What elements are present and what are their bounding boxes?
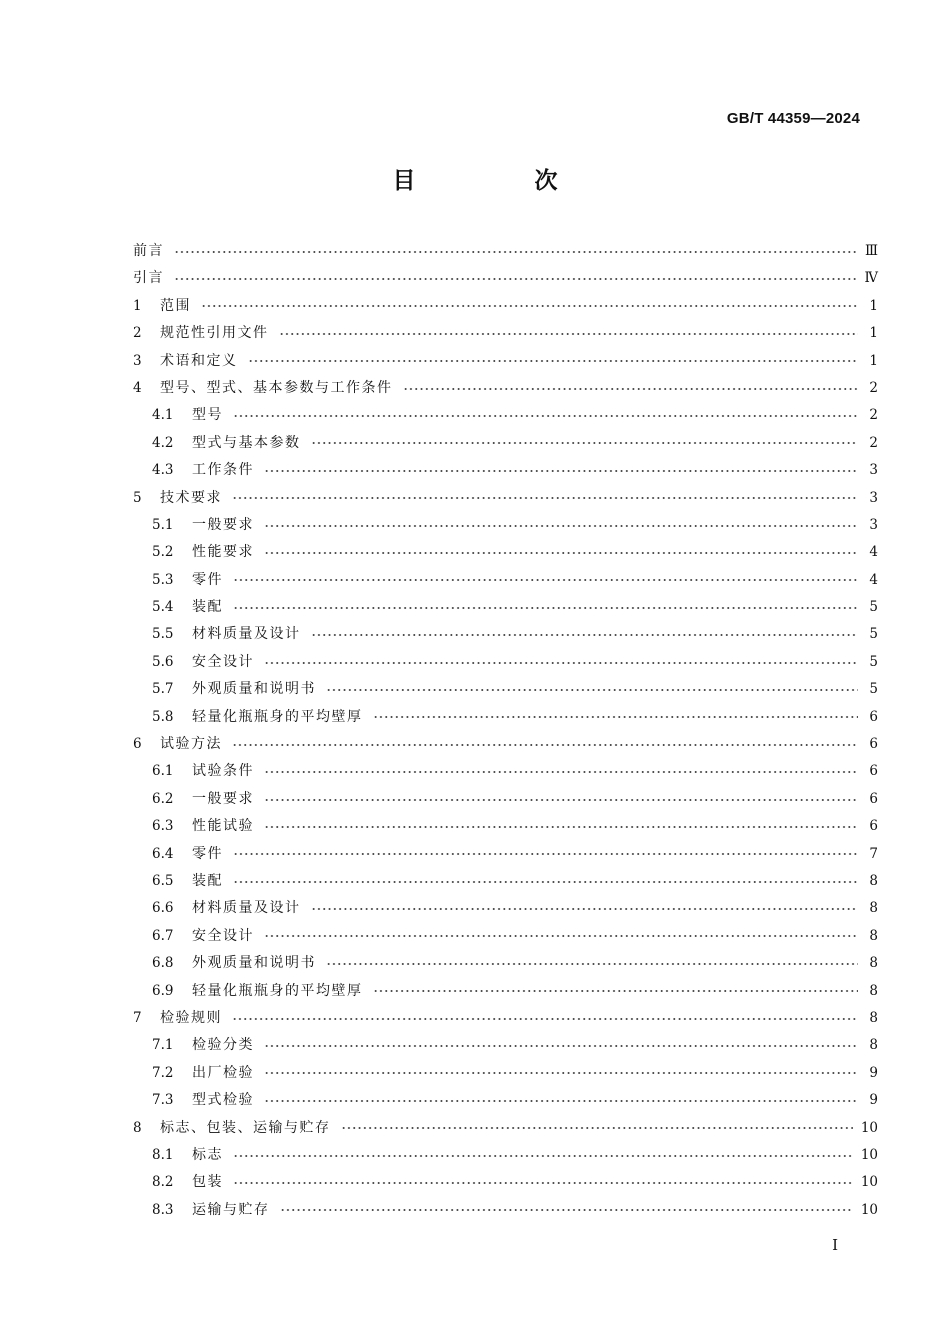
toc-entry[interactable] (133, 594, 878, 621)
toc-entry[interactable] (133, 375, 878, 402)
toc-entry-title: 运输与贮存 (192, 1201, 270, 1218)
toc-dot-leader (201, 299, 858, 313)
toc-entry-number: 8.2 (152, 1174, 174, 1191)
toc-entry-title: 安全设计 (192, 927, 254, 944)
toc-dot-leader (264, 519, 858, 533)
toc-entry-number: 6.3 (152, 818, 174, 835)
toc-dot-leader (264, 793, 858, 807)
toc-dot-leader (311, 436, 859, 450)
toc-entry[interactable] (133, 320, 878, 347)
toc-entry-number: 7.1 (152, 1037, 174, 1054)
toc-dot-leader (264, 1066, 858, 1080)
toc-entry[interactable] (133, 786, 878, 813)
toc-entry-page: 10 (860, 1201, 878, 1218)
toc-entry-title: 范围 (160, 297, 191, 314)
footer-page-number: Ⅰ (832, 1236, 838, 1254)
toc-dot-leader (232, 738, 858, 752)
toc-dot-leader (264, 765, 858, 779)
toc-entry-number: 8 (133, 1119, 142, 1136)
toc-entry-title: 轻量化瓶瓶身的平均壁厚 (192, 982, 363, 999)
toc-entry[interactable] (133, 457, 878, 484)
toc-entry-page: 2 (869, 379, 878, 396)
toc-entry-page: 5 (869, 653, 878, 670)
toc-dot-leader (264, 1094, 858, 1108)
toc-entry[interactable] (133, 1115, 878, 1142)
toc-dot-leader (248, 354, 859, 368)
toc-entry-title: 试验条件 (192, 763, 254, 780)
toc-entry-page: 3 (869, 489, 878, 506)
toc-entry-page: 6 (869, 818, 878, 835)
toc-dot-leader (233, 847, 858, 861)
toc-entry-title: 装配 (192, 599, 223, 616)
toc-entry[interactable] (133, 758, 878, 785)
toc-entry-number: 3 (133, 352, 142, 369)
toc-entry-title: 规范性引用文件 (160, 325, 269, 342)
toc-entry-number: 7.2 (152, 1064, 174, 1081)
toc-entry-title: 检验分类 (192, 1037, 254, 1054)
toc-entry-number: 8.1 (152, 1146, 174, 1163)
toc-entry-page: 8 (869, 982, 878, 999)
toc-entry[interactable] (133, 265, 878, 292)
toc-entry[interactable] (133, 485, 878, 512)
toc-entry-number: 6.5 (152, 872, 174, 889)
toc-entry-page: 8 (869, 955, 878, 972)
toc-dot-leader (311, 628, 859, 642)
toc-entry-page: 8 (869, 1037, 878, 1054)
toc-dot-leader (232, 1012, 858, 1026)
toc-entry-number: 5.3 (152, 571, 174, 588)
standard-code: GB/T 44359—2024 (726, 110, 860, 127)
toc-dot-leader (264, 546, 858, 560)
toc-entry-page: 4 (869, 544, 878, 561)
toc-entry-page: 3 (869, 462, 878, 479)
toc-dot-leader (373, 984, 859, 998)
toc-entry-page: 8 (869, 872, 878, 889)
toc-dot-leader (233, 573, 858, 587)
toc-dot-leader (326, 683, 858, 697)
toc-entry-title: 检验规则 (160, 1009, 222, 1026)
toc-entry[interactable] (133, 813, 878, 840)
toc-entry-number: 8.3 (152, 1201, 174, 1218)
toc-entry-title: 装配 (192, 872, 223, 889)
toc-entry-number: 5.7 (152, 681, 174, 698)
toc-dot-leader (233, 1149, 853, 1163)
toc-entry-title: 型号、型式、基本参数与工作条件 (160, 379, 393, 396)
toc-entry[interactable] (133, 1087, 878, 1114)
toc-dot-leader (280, 1203, 853, 1217)
toc-dot-leader (311, 902, 859, 916)
toc-entry-number: 5.5 (152, 626, 174, 643)
toc-dot-leader (233, 875, 858, 889)
toc-entry-title: 一般要求 (192, 790, 254, 807)
toc-entry-page: 8 (869, 900, 878, 917)
toc-dot-leader (264, 929, 858, 943)
toc-entry-title: 标志、包装、运输与贮存 (160, 1119, 331, 1136)
toc-entry-page: 10 (860, 1174, 878, 1191)
toc-entry-page: 4 (869, 571, 878, 588)
toc-entry[interactable] (133, 402, 878, 429)
toc-entry[interactable] (133, 348, 878, 375)
toc-dot-leader (174, 272, 857, 286)
toc-dot-leader (279, 327, 859, 341)
toc-entry-title: 轻量化瓶瓶身的平均壁厚 (192, 708, 363, 725)
toc-entry-page: 9 (869, 1064, 878, 1081)
toc-dot-leader (264, 1039, 858, 1053)
toc-entry-number: 5.4 (152, 599, 174, 616)
toc-entry-number: 6.7 (152, 927, 174, 944)
page-title: 目 次 (392, 168, 606, 194)
toc-dot-leader (264, 820, 858, 834)
toc-entry-title: 外观质量和说明书 (192, 955, 316, 972)
toc-entry-title: 前言 (133, 243, 164, 259)
toc-entry[interactable] (133, 731, 878, 758)
toc-entry[interactable] (133, 649, 878, 676)
toc-entry-page: 9 (869, 1092, 878, 1109)
toc-entry-title: 标志 (192, 1146, 223, 1163)
toc-entry-number: 4 (133, 379, 142, 396)
toc-entry-title: 型式检验 (192, 1092, 254, 1109)
toc-dot-leader (264, 464, 858, 478)
toc-entry-title: 零件 (192, 845, 223, 862)
toc-entry-title: 术语和定义 (160, 352, 238, 369)
toc-entry-title: 性能试验 (192, 818, 254, 835)
toc-dot-leader (233, 409, 858, 423)
toc-entry[interactable] (133, 1032, 878, 1059)
toc-entry-page: 6 (869, 790, 878, 807)
toc-entry[interactable] (133, 430, 878, 457)
toc-entry-page: 5 (869, 681, 878, 698)
toc-entry[interactable] (133, 567, 878, 594)
toc-entry-page: 6 (869, 708, 878, 725)
toc-entry[interactable] (133, 868, 878, 895)
toc-entry-number: 6.9 (152, 982, 174, 999)
toc-entry-page: Ⅳ (864, 270, 878, 287)
toc-entry-number: 6.8 (152, 955, 174, 972)
toc-entry-page: 2 (869, 407, 878, 424)
toc-dot-leader (373, 710, 859, 724)
toc-entry[interactable] (133, 923, 878, 950)
toc-entry[interactable] (133, 293, 878, 320)
toc-entry-page: 2 (869, 434, 878, 451)
toc-entry[interactable] (133, 238, 878, 265)
toc-dot-leader (174, 245, 857, 259)
toc-entry-page: Ⅲ (864, 243, 878, 259)
toc-entry[interactable] (133, 621, 878, 648)
toc-entry-page: 10 (860, 1119, 878, 1136)
toc-entry[interactable] (133, 704, 878, 731)
toc-entry[interactable] (133, 512, 878, 539)
toc-dot-leader (232, 491, 858, 505)
toc-dot-leader (233, 601, 858, 615)
toc-entry-page: 8 (869, 927, 878, 944)
toc-entry[interactable] (133, 1197, 878, 1224)
toc-entry-title: 安全设计 (192, 653, 254, 670)
toc-dot-leader (326, 957, 858, 971)
toc-entry[interactable] (133, 895, 878, 922)
toc-entry-number: 1 (133, 297, 142, 314)
toc-entry-page: 1 (869, 297, 878, 314)
toc-entry-page: 1 (869, 352, 878, 369)
toc-entry-title: 外观质量和说明书 (192, 681, 316, 698)
toc-entry-title: 性能要求 (192, 544, 254, 561)
toc-entry-title: 出厂检验 (192, 1064, 254, 1081)
toc-dot-leader (403, 382, 859, 396)
toc-entry-number: 7 (133, 1009, 142, 1026)
toc-entry-title: 技术要求 (160, 489, 222, 506)
toc-dot-leader (264, 656, 858, 670)
toc-entry-title: 型式与基本参数 (192, 434, 301, 451)
toc-entry-page: 1 (869, 325, 878, 342)
toc-entry-number: 5.6 (152, 653, 174, 670)
toc-entry-number: 4.3 (152, 462, 174, 479)
toc-entry-title: 试验方法 (160, 736, 222, 753)
toc-entry[interactable] (133, 841, 878, 868)
toc-entry-number: 6.6 (152, 900, 174, 917)
toc-entry[interactable] (133, 978, 878, 1005)
toc-entry-page: 7 (869, 845, 878, 862)
toc-entry-number: 2 (133, 325, 142, 342)
toc-entry-page: 8 (869, 1009, 878, 1026)
toc-entry[interactable] (133, 1169, 878, 1196)
toc-entry[interactable] (133, 676, 878, 703)
toc-entry-number: 4.1 (152, 407, 174, 424)
toc-entry-number: 5.8 (152, 708, 174, 725)
toc-entry-title: 包装 (192, 1174, 223, 1191)
toc-dot-leader (341, 1121, 853, 1135)
toc-entry-number: 5.1 (152, 516, 174, 533)
toc-entry-title: 引言 (133, 270, 164, 287)
toc-entry[interactable] (133, 1005, 878, 1032)
toc-entry-page: 10 (860, 1146, 878, 1163)
table-of-contents (133, 238, 878, 1224)
toc-entry-number: 7.3 (152, 1092, 174, 1109)
toc-entry-page: 6 (869, 763, 878, 780)
toc-entry[interactable] (133, 950, 878, 977)
toc-entry[interactable] (133, 1142, 878, 1169)
toc-entry-title: 零件 (192, 571, 223, 588)
toc-entry-title: 型号 (192, 407, 223, 424)
toc-entry-title: 材料质量及设计 (192, 900, 301, 917)
toc-entry-page: 3 (869, 516, 878, 533)
toc-entry-number: 6 (133, 736, 142, 753)
toc-entry-title: 一般要求 (192, 516, 254, 533)
toc-entry[interactable] (133, 539, 878, 566)
toc-entry-number: 6.2 (152, 790, 174, 807)
toc-entry-page: 5 (869, 599, 878, 616)
toc-entry[interactable] (133, 1060, 878, 1087)
toc-entry-number: 5 (133, 489, 142, 506)
toc-entry-number: 6.1 (152, 763, 174, 780)
toc-dot-leader (233, 1176, 853, 1190)
toc-entry-number: 5.2 (152, 544, 174, 561)
toc-entry-number: 6.4 (152, 845, 174, 862)
toc-entry-title: 工作条件 (192, 462, 254, 479)
toc-entry-title: 材料质量及设计 (192, 626, 301, 643)
toc-entry-number: 4.2 (152, 434, 174, 451)
toc-entry-page: 5 (869, 626, 878, 643)
toc-entry-page: 6 (869, 736, 878, 753)
